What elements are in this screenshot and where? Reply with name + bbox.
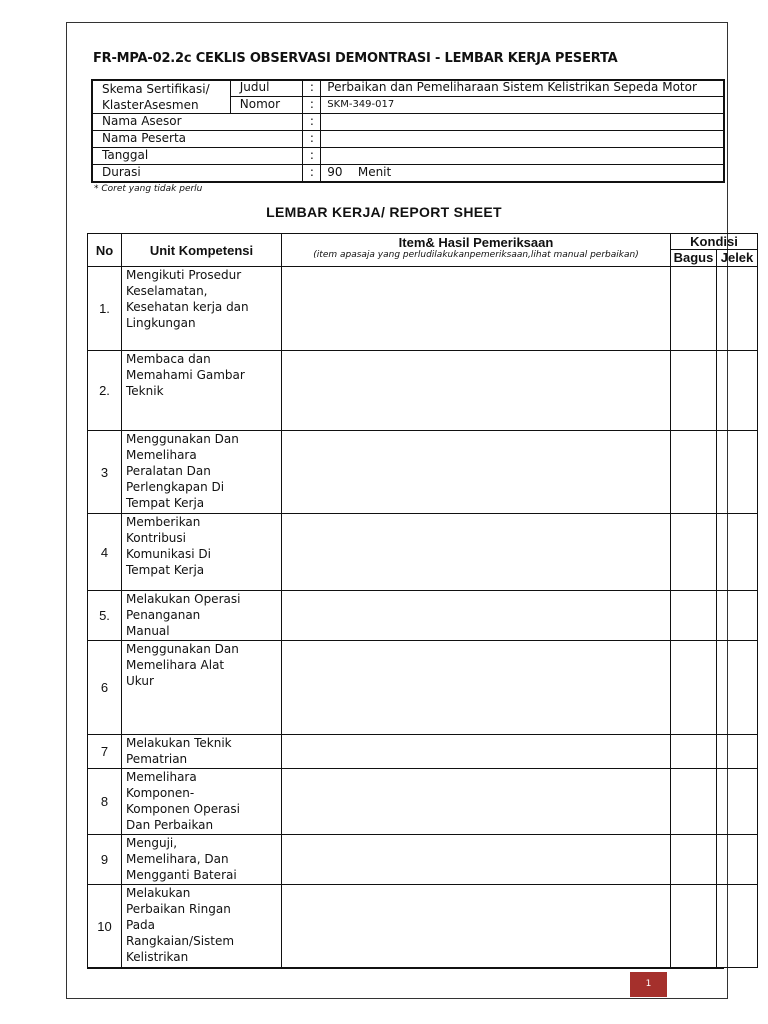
bagus-cell[interactable]	[671, 267, 717, 351]
nomor-label: Nomor	[230, 97, 303, 114]
row-number: 2.	[88, 351, 122, 431]
table-row	[88, 769, 758, 835]
table-row	[88, 735, 758, 769]
col-item-header	[282, 234, 671, 267]
col-no-header: No	[88, 234, 122, 267]
page-number-badge: 1	[630, 972, 667, 997]
item-result-cell[interactable]	[282, 351, 671, 431]
unit-kompetensi: Menguji, Memelihara, Dan Mengganti Baterai	[122, 835, 282, 885]
durasi-label: Durasi	[93, 165, 303, 182]
colon: :	[303, 97, 321, 114]
bagus-cell[interactable]	[671, 769, 717, 835]
col-bagus-header: Bagus	[671, 250, 717, 267]
jelek-cell[interactable]	[717, 735, 758, 769]
durasi-unit: Menit	[357, 165, 392, 179]
durasi-value	[321, 165, 724, 182]
colon: :	[303, 148, 321, 165]
table-row	[88, 431, 758, 514]
item-result-cell[interactable]	[282, 735, 671, 769]
colon: :	[303, 114, 321, 131]
peserta-label: Nama Peserta	[93, 131, 303, 148]
judul-label: Judul	[230, 80, 303, 97]
jelek-cell[interactable]	[717, 835, 758, 885]
asesor-label: Nama Asesor	[93, 114, 303, 131]
jelek-cell[interactable]	[717, 769, 758, 835]
col-jelek-header: Jelek	[717, 250, 758, 267]
footnote: * Coret yang tidak perlu	[94, 184, 203, 194]
item-result-cell[interactable]	[282, 431, 671, 514]
row-number: 8	[88, 769, 122, 835]
item-result-cell[interactable]	[282, 514, 671, 591]
unit-kompetensi: Mengikuti Prosedur Keselamatan, Kesehatan kerja dan Lingkungan	[122, 267, 282, 351]
tanggal-value[interactable]	[321, 148, 724, 165]
unit-kompetensi: Melakukan Perbaikan Ringan Pada Rangkaian/Sistem Kelistrikan	[122, 885, 282, 968]
bagus-cell[interactable]	[671, 835, 717, 885]
col-item-title: Item& Hasil Pemeriksaan	[398, 235, 554, 250]
jelek-cell[interactable]	[717, 267, 758, 351]
bagus-cell[interactable]	[671, 641, 717, 735]
bagus-cell[interactable]	[671, 591, 717, 641]
unit-kompetensi: Menggunakan Dan Memelihara Peralatan Dan Perlengkapan Di Tempat Kerja	[122, 431, 282, 514]
table-row	[88, 885, 758, 968]
row-number: 5.	[88, 591, 122, 641]
table-row	[88, 591, 758, 641]
unit-kompetensi: Melakukan Teknik Pematrian	[122, 735, 282, 769]
table-row	[88, 835, 758, 885]
item-result-cell[interactable]	[282, 641, 671, 735]
jelek-cell[interactable]	[717, 351, 758, 431]
jelek-cell[interactable]	[717, 591, 758, 641]
bagus-cell[interactable]	[671, 431, 717, 514]
report-table	[87, 233, 758, 968]
footer-divider	[87, 968, 724, 969]
document-title: FR-MPA-02.2c CEKLIS OBSERVASI DEMONTRASI - LEMBAR KERJA PESERTA	[93, 51, 618, 66]
table-row	[88, 641, 758, 735]
row-number: 10	[88, 885, 122, 968]
asesor-value[interactable]	[321, 114, 724, 131]
table-row	[88, 351, 758, 431]
colon: :	[303, 165, 321, 182]
jelek-cell[interactable]	[717, 885, 758, 968]
col-unit-header: Unit Kompetensi	[122, 234, 282, 267]
row-number: 3	[88, 431, 122, 514]
item-result-cell[interactable]	[282, 769, 671, 835]
unit-kompetensi: Memelihara Komponen- Komponen Operasi Dan Perbaikan	[122, 769, 282, 835]
sheet-title: LEMBAR KERJA/ REPORT SHEET	[266, 204, 502, 220]
row-number: 1.	[88, 267, 122, 351]
table-row	[88, 514, 758, 591]
durasi-number: 90	[327, 165, 343, 179]
col-item-subtitle: (item apasaja yang perludilakukanpemeriksaan,lihat manual perbaikan)	[313, 250, 639, 260]
jelek-cell[interactable]	[717, 431, 758, 514]
col-kondisi-header: Kondisi	[671, 234, 758, 250]
row-number: 4	[88, 514, 122, 591]
colon: :	[303, 80, 321, 97]
unit-kompetensi: Menggunakan Dan Memelihara Alat Ukur	[122, 641, 282, 735]
unit-kompetensi: Membaca dan Memahami Gambar Teknik	[122, 351, 282, 431]
unit-kompetensi: Melakukan Operasi Penanganan Manual	[122, 591, 282, 641]
peserta-value[interactable]	[321, 131, 724, 148]
skema-label: Skema Sertifikasi/ KlasterAsesmen	[93, 80, 231, 114]
item-result-cell[interactable]	[282, 885, 671, 968]
item-result-cell[interactable]	[282, 267, 671, 351]
row-number: 9	[88, 835, 122, 885]
item-result-cell[interactable]	[282, 591, 671, 641]
tanggal-label: Tanggal	[93, 148, 303, 165]
bagus-cell[interactable]	[671, 351, 717, 431]
header-table	[92, 79, 724, 182]
colon: :	[303, 131, 321, 148]
item-result-cell[interactable]	[282, 835, 671, 885]
table-row	[88, 267, 758, 351]
jelek-cell[interactable]	[717, 514, 758, 591]
judul-value: Perbaikan dan Pemeliharaan Sistem Kelistrikan Sepeda Motor	[321, 80, 724, 97]
unit-kompetensi: Memberikan Kontribusi Komunikasi Di Tempat Kerja	[122, 514, 282, 591]
jelek-cell[interactable]	[717, 641, 758, 735]
bagus-cell[interactable]	[671, 735, 717, 769]
bagus-cell[interactable]	[671, 514, 717, 591]
bagus-cell[interactable]	[671, 885, 717, 968]
row-number: 7	[88, 735, 122, 769]
nomor-value: SKM-349-017	[321, 97, 724, 114]
row-number: 6	[88, 641, 122, 735]
